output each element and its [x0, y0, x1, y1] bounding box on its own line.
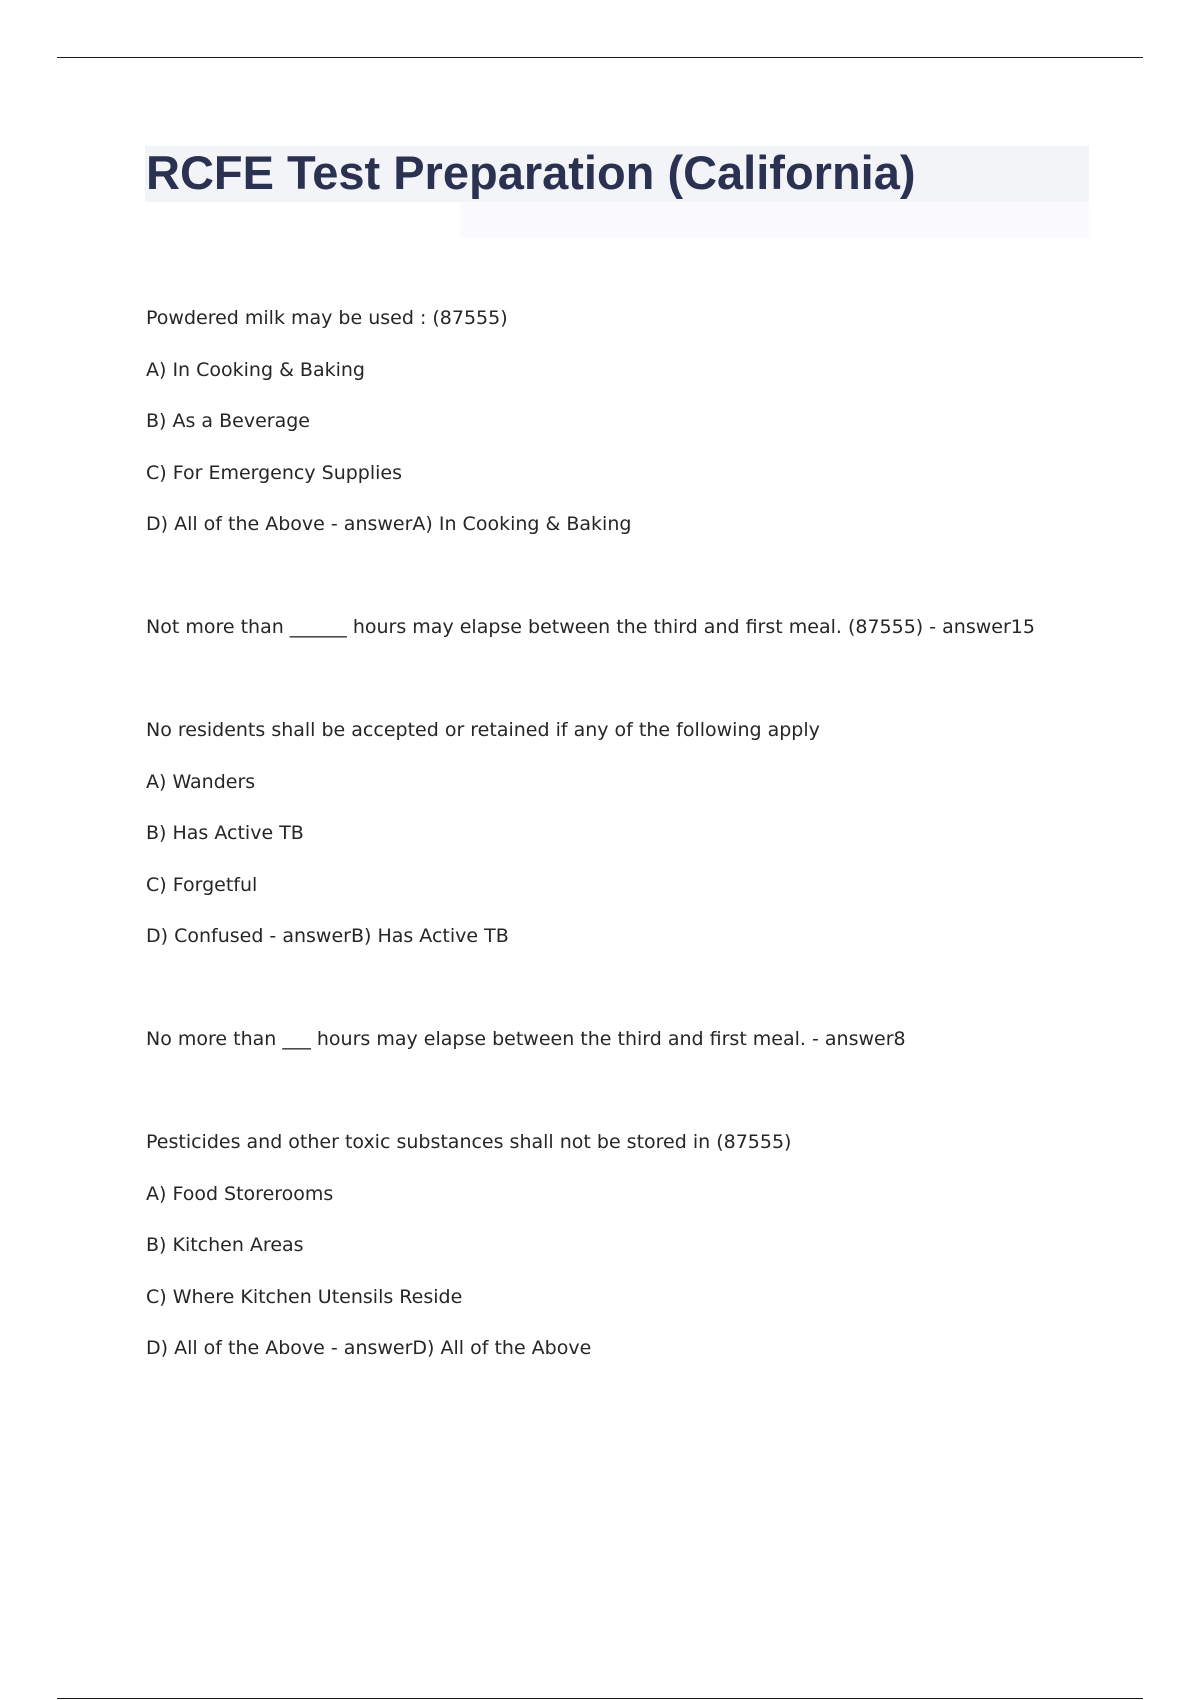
question-block — [146, 305, 1106, 537]
answer-option: D) All of the Above - answerD) All of the Above — [146, 1337, 592, 1359]
answer-option: B) Has Active TB — [146, 822, 304, 844]
header-rule — [57, 57, 1143, 58]
question-block — [146, 1129, 1106, 1361]
answer-option: B) As a Beverage — [146, 410, 310, 432]
answer-option: A) In Cooking & Baking — [146, 358, 365, 381]
answer-option: A) Food Storerooms — [146, 1182, 334, 1205]
answer-option: C) Where Kitchen Utensils Reside — [146, 1285, 463, 1308]
answer-option: C) Forgetful — [146, 873, 258, 896]
question-list — [146, 305, 1106, 1361]
question-block — [146, 1026, 1106, 1052]
question-text: No more than ___ hours may elapse between the third and first meal. - answer8 — [146, 1028, 906, 1050]
question-text: Not more than ______ hours may elapse between the third and first meal. (87555) - answer15 — [146, 616, 1035, 638]
footer-rule — [57, 1698, 1143, 1699]
question-text: Pesticides and other toxic substances shall not be stored in (87555) — [146, 1131, 792, 1153]
document-title: RCFE Test Preparation (California) — [146, 146, 916, 199]
question-text: Powdered milk may be used : (87555) — [146, 307, 508, 329]
question-block — [146, 717, 1106, 949]
answer-option: A) Wanders — [146, 770, 256, 793]
answer-option: D) All of the Above - answerA) In Cooking & Baking — [146, 513, 632, 535]
question-text: No residents shall be accepted or retained if any of the following apply — [146, 719, 820, 741]
answer-option: B) Kitchen Areas — [146, 1234, 304, 1256]
answer-option: C) For Emergency Supplies — [146, 461, 403, 484]
question-block — [146, 614, 1106, 640]
answer-option: D) Confused - answerB) Has Active TB — [146, 925, 509, 947]
title-highlight-shadow — [460, 202, 1089, 238]
